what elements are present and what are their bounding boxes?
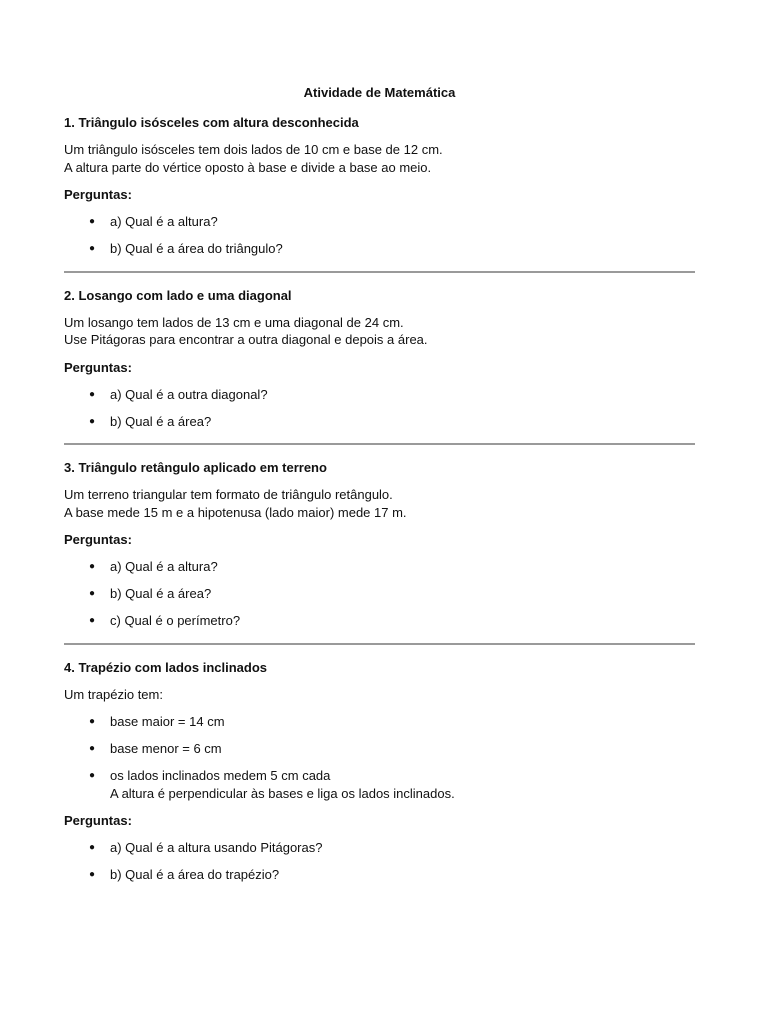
section-text [64,486,695,521]
section-4 [64,659,695,884]
list-item [64,585,695,603]
section-divider [64,443,695,445]
text-line: Use Pitágoras para encontrar a outra diagonal e depois a área. [64,332,428,347]
given-text: A altura é perpendicular às bases e liga os lados inclinados. [110,785,455,801]
list-item [64,558,695,576]
section-heading: 2. Losango com lado e uma diagonal [64,287,292,303]
list-item [64,612,695,630]
givens-list [64,713,695,802]
question-text: c) Qual é o perímetro? [110,613,241,628]
questions-list [64,213,695,258]
text-line: Um terreno triangular tem formato de triângulo retângulo. [64,487,393,502]
section-heading: 3. Triângulo retângulo aplicado em terreno [64,460,327,475]
question-text: b) Qual é a área? [110,413,212,429]
text-line: A altura parte do vértice oposto à base e divide a base ao meio. [64,159,432,175]
section-text [64,686,695,704]
questions-label: Perguntas: [64,187,132,202]
bullet-icon: ● [89,770,96,781]
bullet-icon: ● [89,388,96,400]
given-text: os lados inclinados medem 5 cm cada [110,768,331,783]
list-item [64,213,695,231]
text-line: Um triângulo isósceles tem dois lados de 10 cm e base de 12 cm. [64,142,443,157]
bullet-icon: ● [89,588,96,599]
question-text: b) Qual é a área do triângulo? [110,241,283,256]
given-text: base menor = 6 cm [110,741,222,756]
list-item [64,740,695,758]
list-item [64,240,695,258]
section-2 [64,287,695,431]
questions-label: Perguntas: [64,532,132,547]
list-item [64,386,695,404]
bullet-icon: ● [89,243,96,254]
questions-label: Perguntas: [64,359,132,375]
bullet-icon: ● [89,615,96,626]
list-item [64,713,695,731]
questions-list [64,386,695,431]
section-3 [64,459,695,630]
list-item [64,866,695,884]
question-text: a) Qual é a altura usando Pitágoras? [110,839,323,855]
list-item [64,839,695,857]
bullet-icon: ● [89,868,96,880]
questions-list [64,839,695,884]
given-text: base maior = 14 cm [110,714,225,729]
section-text [64,314,695,349]
section-heading: 4. Trapézio com lados inclinados [64,659,267,675]
questions-label: Perguntas: [64,812,132,828]
bullet-icon: ● [89,415,96,427]
questions-list [64,558,695,630]
section-heading: 1. Triângulo isósceles com altura desconhecida [64,115,359,130]
question-text: a) Qual é a altura? [110,214,218,229]
bullet-icon: ● [89,716,96,727]
text-line: A base mede 15 m e a hipotenusa (lado maior) mede 17 m. [64,504,407,520]
question-text: a) Qual é a altura? [110,559,218,574]
bullet-icon: ● [89,743,96,754]
question-text: a) Qual é a outra diagonal? [110,386,268,402]
bullet-icon: ● [89,561,96,572]
document-page [64,84,695,883]
list-item [64,413,695,431]
question-text: b) Qual é a área? [110,586,212,601]
section-divider [64,271,695,273]
section-1 [64,114,695,258]
document-title: Atividade de Matemática [303,85,456,100]
bullet-icon: ● [89,841,96,853]
text-line: Um losango tem lados de 13 cm e uma diagonal de 24 cm. [64,314,404,330]
section-text [64,141,695,176]
bullet-icon: ● [89,216,96,227]
section-divider [64,643,695,645]
question-text: b) Qual é a área do trapézio? [110,866,280,882]
list-item [64,767,695,802]
text-line: Um trapézio tem: [64,686,163,702]
